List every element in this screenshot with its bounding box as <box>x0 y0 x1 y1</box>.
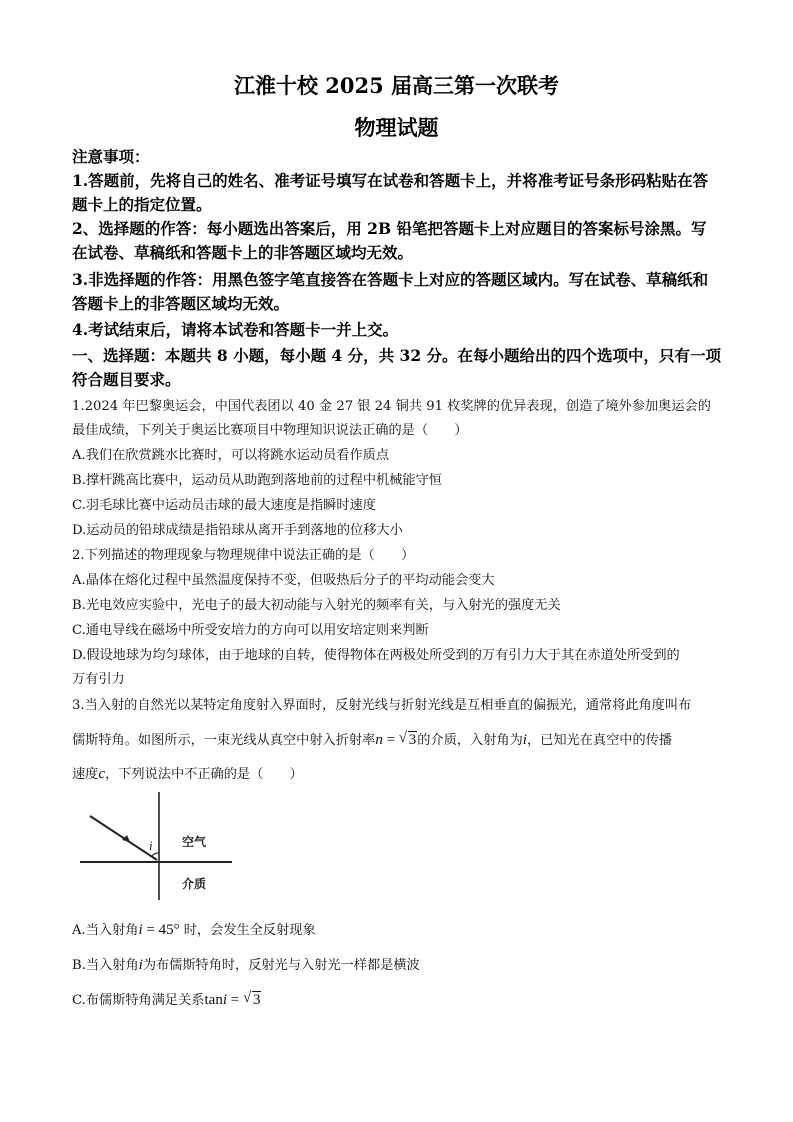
q3-option-c <box>72 988 727 1013</box>
notice-item-2-line-1: 2、选择题的作答：每小题选出答案后，用 2B 铅笔把答题卡上对应题目的答案标号涂黑。写 <box>72 219 707 238</box>
medium-label: 介质 <box>182 877 207 891</box>
notice-item-4: 4.考试结束后，请将本试卷和答题卡一并上交。 <box>72 320 399 339</box>
q3-stem-line-1: 3.当入射的自然光以某特定角度射入界面时，反射光线与折射光线是互相垂直的偏振光，通常将此角度叫布 <box>72 698 692 713</box>
q3-option-a <box>72 918 727 943</box>
section-heading-line-2: 符合题目要求。 <box>72 370 181 389</box>
q1-stem-line-2: 最佳成绩，下列关于奥运比赛项目中物理知识说法正确的是（ ） <box>72 423 468 438</box>
q1-option-a: A.我们在欣赏跳水比赛时，可以将跳水运动员看作质点 <box>72 448 390 463</box>
notice-item-3-line-1: 3.非选择题的作答：用黑色签字笔直接答在答题卡上对应的答题区域内。写在试卷、草稿纸和 <box>72 270 709 289</box>
light-speed-var: c <box>98 766 106 782</box>
refraction-figure <box>72 790 240 902</box>
q3-stem-line-2 <box>72 728 727 753</box>
q3-option-c-eq: = <box>227 992 243 1008</box>
angle-label: i <box>149 838 153 853</box>
sqrt-argument: 3 <box>408 732 417 748</box>
q1-option-d: D.运动员的铅球成绩是指铅球从离开手到落地的位移大小 <box>72 523 403 538</box>
q2-option-d-line-1: D.假设地球为均匀球体，由于地球的自转，使得物体在两极处所受到的万有引力大于其在赤道处所受到的 <box>72 648 680 663</box>
incidence-angle-var: i <box>522 732 527 748</box>
q3-option-c-sqrt <box>243 988 262 1012</box>
notice-item-1-line-1: 1.答题前，先将自己的姓名、准考证号填写在试卷和答题卡上，并将准考证号条形码粘贴在答 <box>72 171 709 190</box>
q2-option-b: B.光电效应实验中，光电子的最大初动能与入射光的频率有关，与入射光的强度无关 <box>72 598 561 613</box>
sqrt-expression <box>399 728 418 752</box>
equals-sign: = <box>382 732 399 748</box>
notice-heading: 注意事项： <box>72 147 150 166</box>
q3-stem-line-3-text-b: ，下列说法中不正确的是（ ） <box>105 767 303 782</box>
q3-option-a-eq: = 45° <box>142 922 180 938</box>
q1-option-b: B.撑杆跳高比赛中，运动员从助跑到落地前的过程中机械能守恒 <box>72 473 442 488</box>
q3-stem-line-2-text-a: 儒斯特角。如图所示，一束光线从真空中射入折射率 <box>72 733 376 748</box>
section-heading-line-1: 一、选择题：本题共 8 小题，每小题 4 分，共 32 分。在每小题给出的四个选项中，只有一项 <box>72 346 722 365</box>
air-label: 空气 <box>182 835 207 849</box>
notice-item-1-line-2: 题卡上的指定位置。 <box>72 195 212 214</box>
q2-option-c: C.通电导线在磁场中所受安培力的方向可以用安培定则来判断 <box>72 623 429 638</box>
incident-ray <box>90 816 157 860</box>
q1-stem-line-1: 1.2024 年巴黎奥运会，中国代表团以 40 金 27 银 24 铜共 91 枚奖牌的优异表现，创造了境外参加奥运会的 <box>72 399 711 414</box>
q3-option-a-prefix: A.当入射角 <box>72 923 139 938</box>
notice-item-2-line-2: 在试卷、草稿纸和答题卡上的非答题区域均无效。 <box>72 243 414 262</box>
q2-stem: 2.下列描述的物理现象与物理规律中说法正确的是（ ） <box>72 548 415 563</box>
q3-option-b-var: i <box>138 957 143 973</box>
q3-stem-line-2-text-b: 的介质，入射角为 <box>417 733 523 748</box>
tan-function: tan <box>204 992 223 1008</box>
q3-option-b <box>72 953 727 978</box>
q3-option-c-prefix: C.布儒斯特角满足关系 <box>72 993 205 1008</box>
q1-option-c: C.羽毛球比赛中运动员击球的最大速度是指瞬时速度 <box>72 498 376 513</box>
q3-option-b-suffix: 为布儒斯特角时，反射光与入射光一样都是横波 <box>142 958 420 973</box>
q3-stem-line-3-text-a: 速度 <box>72 767 99 782</box>
notice-item-3-line-2: 答题卡上的非答题区域均无效。 <box>72 294 290 313</box>
q3-stem-line-3 <box>72 762 727 787</box>
q3-option-b-prefix: B.当入射角 <box>72 958 139 973</box>
angle-arc <box>152 853 159 856</box>
q2-option-d-line-2: 万有引力 <box>72 672 125 687</box>
radical-sign-2: √ <box>242 990 252 1006</box>
q3-option-a-suffix: 时，会发生全反射现象 <box>179 923 316 938</box>
radical-sign: √ <box>398 730 408 746</box>
q3-stem-line-2-text-c: ，已知光在真空中的传播 <box>526 733 673 748</box>
exam-title: 江淮十校 2025 届高三第一次联考 <box>233 73 560 98</box>
q3-option-c-sqrt-arg: 3 <box>252 992 261 1008</box>
q2-option-a: A.晶体在熔化过程中虽然温度保持不变，但吸热后分子的平均动能会变大 <box>72 573 495 588</box>
refractive-index-var: n <box>375 732 383 748</box>
q3-option-c-var: i <box>222 992 227 1008</box>
q3-option-a-var: i <box>138 922 143 938</box>
subject-title: 物理试题 <box>354 115 439 140</box>
